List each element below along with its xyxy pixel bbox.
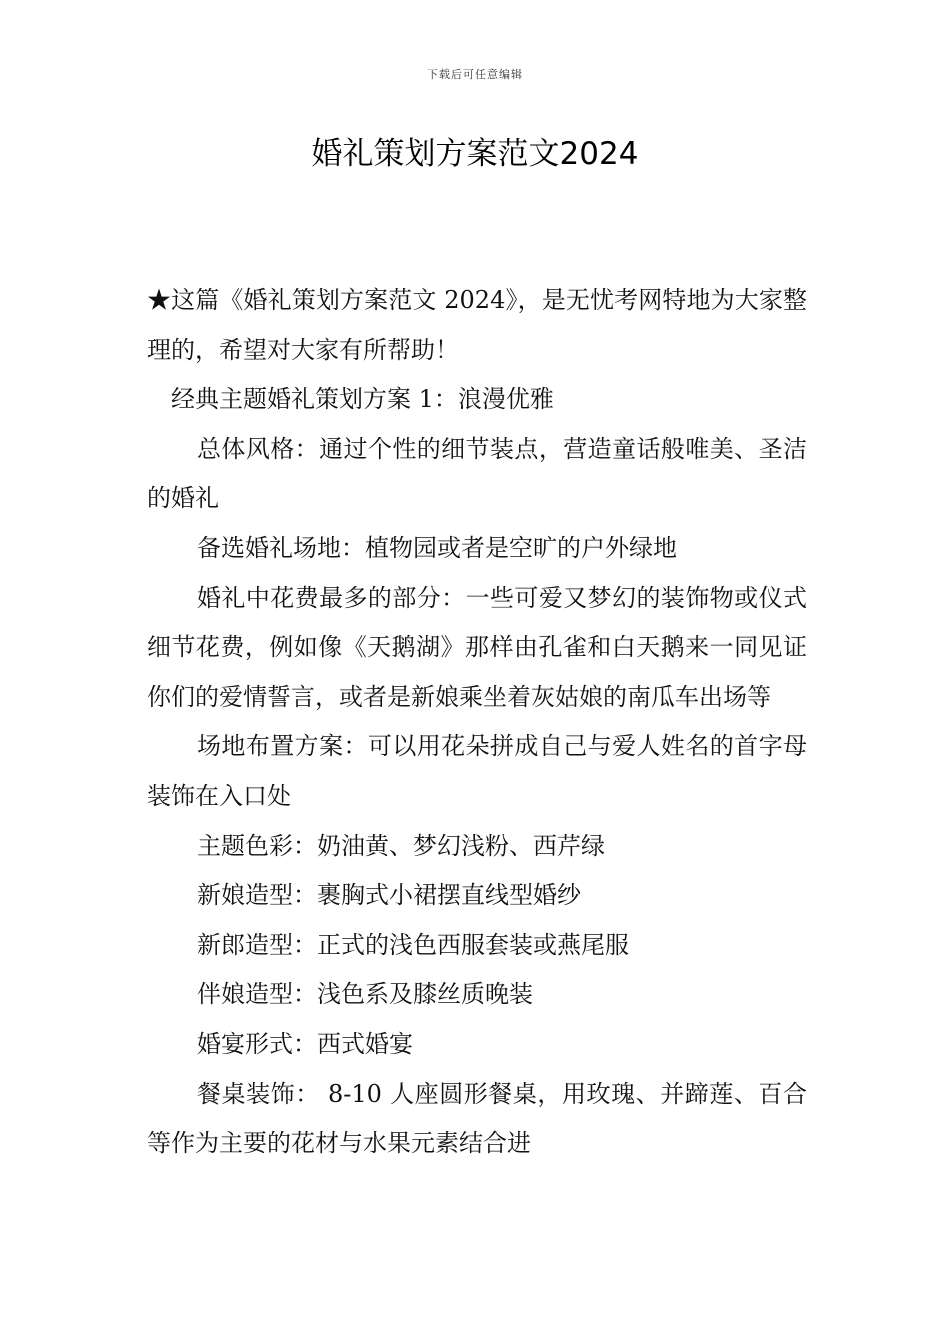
paragraph-cost: 婚礼中花费最多的部分：一些可爱又梦幻的装饰物或仪式细节花费，例如像《天鹅湖》那样由孔雀和白天鹅来一同见证你们的爱情誓言，或者是新娘乘坐着灰姑娘的南瓜车出场等 <box>147 583 807 711</box>
paragraph-colors: 主题色彩：奶油黄、梦幻浅粉、西芹绿 <box>197 831 605 860</box>
document-title: 婚礼策划方案范文2024 <box>311 136 639 172</box>
paragraph-layout: 场地布置方案：可以用花朵拼成自己与爱人姓名的首字母装饰在入口处 <box>147 732 807 810</box>
paragraph-banquet: 婚宴形式：西式婚宴 <box>197 1029 413 1058</box>
document-body <box>147 276 807 1169</box>
paragraph-groom: 新郎造型：正式的浅色西服套装或燕尾服 <box>197 930 629 959</box>
paragraph-bride: 新娘造型：裹胸式小裙摆直线型婚纱 <box>197 881 581 910</box>
paragraph-table-decor: 餐桌装饰： 8-10 人座圆形餐桌，用玫瑰、并蹄莲、百合等作为主要的花材与水果元素结合进 <box>147 1079 807 1158</box>
paragraph-venue: 备选婚礼场地：植物园或者是空旷的户外绿地 <box>197 533 677 562</box>
section-heading: 经典主题婚礼策划方案 1：浪漫优雅 <box>171 385 554 414</box>
paragraph-style: 总体风格：通过个性的细节装点，营造童话般唯美、圣洁的婚礼 <box>147 434 807 513</box>
paragraph-bridesmaid: 伴娘造型：浅色系及膝丝质晚装 <box>197 980 533 1009</box>
intro-paragraph: ★这篇《婚礼策划方案范文 2024》，是无忧考网特地为大家整理的，希望对大家有所帮助！ <box>147 286 807 364</box>
header-note: 下载后可任意编辑 <box>427 68 523 81</box>
